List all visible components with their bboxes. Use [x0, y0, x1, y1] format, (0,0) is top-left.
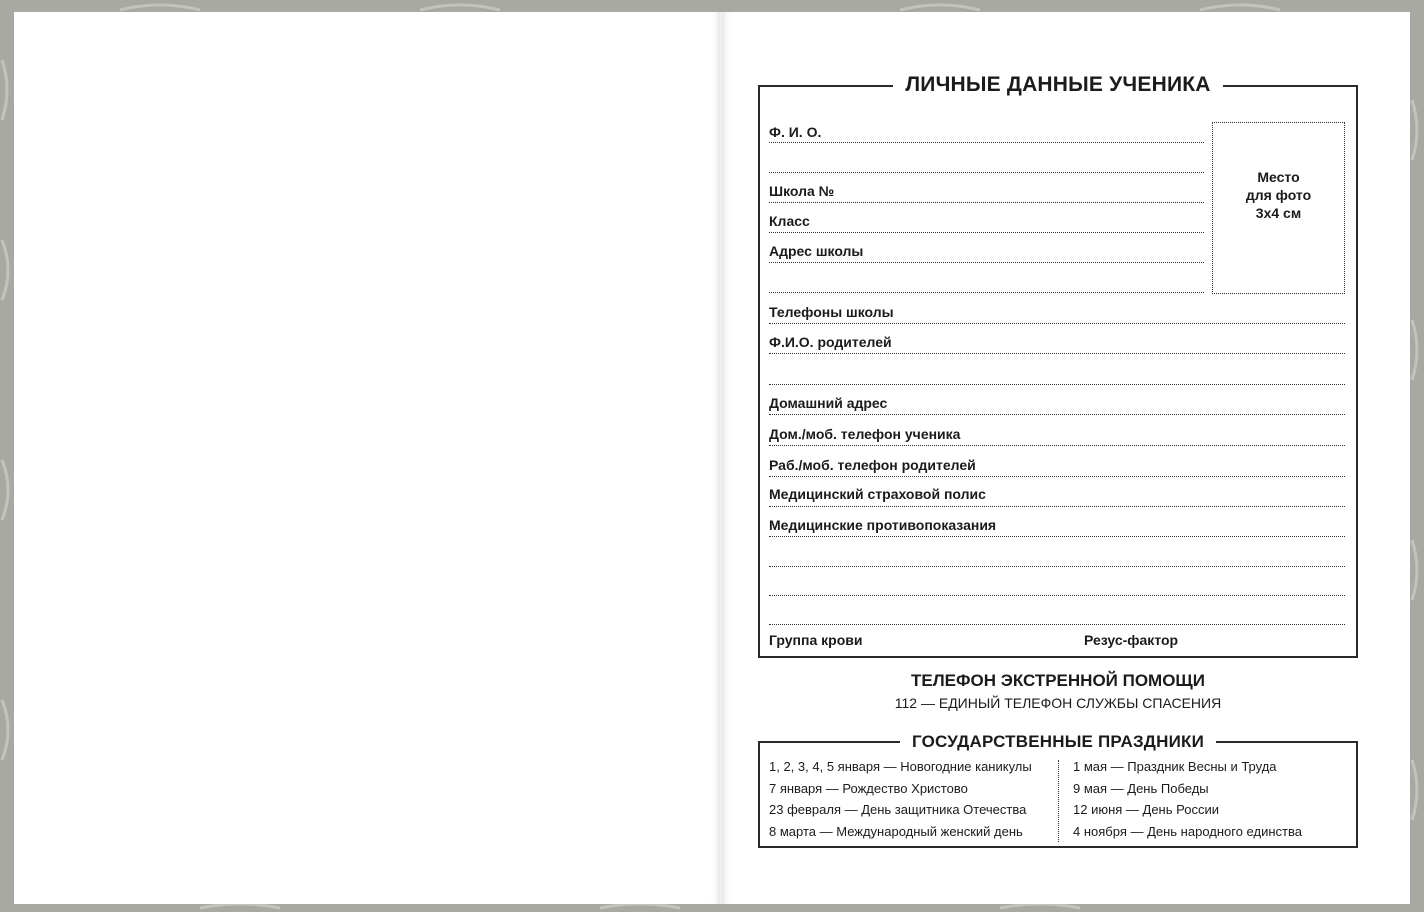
blood-group-label: Группа крови: [769, 632, 863, 648]
parents-fio-line-2[interactable]: [769, 384, 1345, 385]
holiday-item: 8 марта — Международный женский день: [769, 823, 1023, 839]
contraindications-line-3[interactable]: [769, 595, 1345, 596]
holidays-left-column: [769, 756, 1032, 842]
book-gutter: [719, 12, 723, 904]
school-address-line[interactable]: [769, 262, 1204, 263]
grade-line[interactable]: [769, 232, 1204, 233]
left-page: [14, 12, 720, 904]
photo-line-2: для фото: [1245, 187, 1312, 203]
school-phones-line[interactable]: [769, 323, 1345, 324]
holiday-item: 23 февраля — День защитника Отечества: [769, 802, 1027, 817]
holiday-item: 7 января — Рождество Христово: [769, 780, 968, 796]
holidays-title: ГОСУДАРСТВЕННЫЕ ПРАЗДНИКИ: [900, 732, 1216, 751]
rh-factor-label: Резус-фактор: [1084, 632, 1179, 648]
emergency-title: ТЕЛЕФОН ЭКСТРЕННОЙ ПОМОЩИ: [911, 671, 1205, 690]
fio-label: Ф. И. О.: [769, 124, 822, 140]
holiday-item: 1, 2, 3, 4, 5 января — Новогодние каникулы: [769, 759, 1032, 774]
home-address-label: Домашний адрес: [769, 395, 888, 411]
contraindications-line-2[interactable]: [769, 566, 1345, 567]
grade-label: Класс: [769, 213, 810, 229]
school-phones-label: Телефоны школы: [769, 304, 894, 320]
school-address-line-2[interactable]: [769, 292, 1204, 293]
parents-phone-line[interactable]: [769, 476, 1345, 477]
contraindications-line-4[interactable]: [769, 624, 1345, 625]
fio-line-2[interactable]: [769, 172, 1204, 173]
student-phone-line[interactable]: [769, 445, 1345, 446]
student-phone-label: Дом./моб. телефон ученика: [769, 426, 961, 442]
photo-placeholder: [1212, 122, 1345, 294]
emergency-subtitle: 112 — ЕДИНЫЙ ТЕЛЕФОН СЛУЖБЫ СПАСЕНИЯ: [894, 695, 1222, 711]
holiday-item: 12 июня — День России: [1073, 802, 1219, 817]
school-no-line[interactable]: [769, 202, 1204, 203]
contraindications-label: Медицинские противопоказания: [769, 517, 997, 533]
contraindications-line[interactable]: [769, 536, 1345, 537]
photo-line-1: Место: [1257, 169, 1300, 185]
parents-fio-label: Ф.И.О. родителей: [769, 334, 892, 350]
personal-data-title: ЛИЧНЫЕ ДАННЫЕ УЧЕНИКА: [893, 73, 1222, 96]
school-no-label: Школа №: [769, 183, 835, 199]
holiday-item: 1 мая — Праздник Весны и Труда: [1073, 759, 1277, 774]
insurance-label: Медицинский страховой полис: [769, 486, 986, 502]
photo-line-3: 3х4 см: [1255, 205, 1302, 221]
parents-phone-label: Раб./моб. телефон родителей: [769, 457, 976, 473]
fio-line[interactable]: [769, 142, 1204, 143]
holiday-item: 4 ноября — День народного единства: [1073, 823, 1302, 839]
holiday-item: 9 мая — День Победы: [1073, 780, 1209, 796]
holidays-divider: [1058, 760, 1059, 842]
insurance-line[interactable]: [769, 506, 1345, 507]
home-address-line[interactable]: [769, 414, 1345, 415]
holidays-right-column: [1073, 756, 1302, 842]
parents-fio-line[interactable]: [769, 353, 1345, 354]
school-address-label: Адрес школы: [769, 243, 864, 259]
